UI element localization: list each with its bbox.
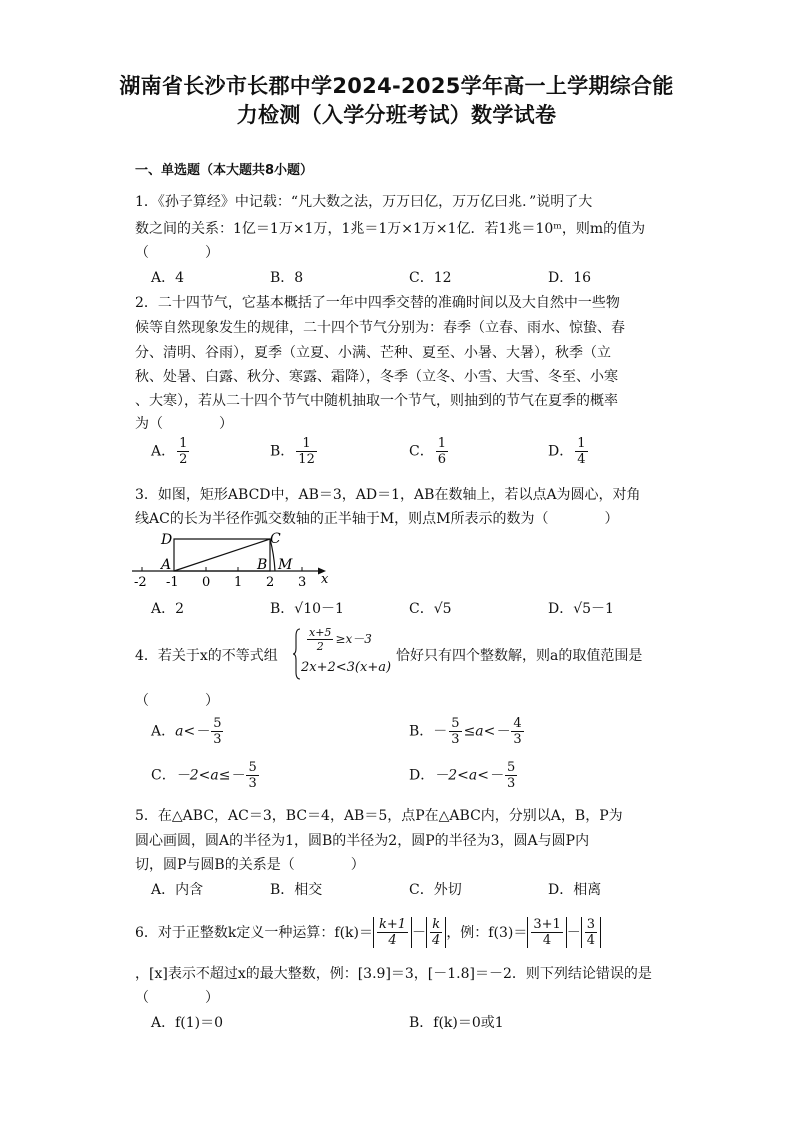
diagonal-ac bbox=[174, 539, 270, 571]
label-c: C bbox=[270, 531, 281, 547]
q2-line-5: 、大寒），若从二十四个节气中随机抽取一个节气，则抽到的节气在夏季的概率 bbox=[135, 393, 618, 409]
inequality-row-2: 2x+2<3(x+a) bbox=[301, 660, 392, 675]
q1-option-d: D．16 bbox=[548, 270, 592, 286]
q3-line-1: 3．如图，矩形ABCD中，AB＝3，AD＝1，AB在数轴上，若以点A为圆心，对角 bbox=[135, 487, 641, 503]
q4-option-b: B．－ $\frac{5}{3}$ ≤a<－ $\frac{4}{3}$ bbox=[409, 716, 522, 747]
q2-line-3: 分、清明、谷雨），夏季（立夏、小满、芒种、夏至、小暑、大暑），秋季（立 bbox=[135, 345, 611, 361]
page-title-line-1: 湖南省长沙市长郡中学2024-2025学年高一上学期综合能 bbox=[119, 74, 674, 98]
q4-option-c: C．－2<a≤－ $\frac{5}{3}$ bbox=[151, 760, 257, 791]
q3-option-b: B．√10－1 bbox=[270, 601, 344, 617]
q4-line-2: （ ） bbox=[135, 693, 219, 709]
tick-label: 3 bbox=[298, 575, 307, 590]
q5-option-a: A．内含 bbox=[151, 882, 204, 898]
q2-line-4: 秋、处暑、白露、秋分、寒露、霜降），冬季（立冬、小雪、大雪、冬至、小寒 bbox=[135, 369, 618, 385]
tick-label: 2 bbox=[266, 575, 275, 590]
q5-option-c: C．外切 bbox=[409, 882, 462, 898]
q3-option-a: A．2 bbox=[151, 601, 185, 617]
q4-option-d: D．－2<a<－ $\frac{5}{3}$ bbox=[409, 760, 516, 791]
q2-line-1: 2．二十四节气，它基本概括了一年中四季交替的准确时间以及大自然中一些物 bbox=[135, 295, 620, 311]
q2-option-a: A． $\frac{1}{2}$ bbox=[151, 436, 188, 467]
q1-line-1: 1．《孙子算经》中记载：“凡大数之法，万万曰亿，万万亿曰兆．”说明了大 bbox=[135, 194, 593, 210]
label-a: A bbox=[161, 557, 172, 573]
q6-line-3: （ ） bbox=[135, 990, 219, 1006]
q5-line-1: 5．在△ABC，AC＝3，BC＝4，AB＝5，点P在△ABC内，分别以A，B，P为 bbox=[135, 808, 623, 824]
q4-suffix: 恰好只有四个整数解，则a的取值范围是 bbox=[396, 648, 643, 664]
q3-line-2: 线AC的长为半径作弧交数轴的正半轴于M，则点M所表示的数为（ ） bbox=[135, 511, 619, 527]
q2-line-6: 为（ ） bbox=[135, 416, 233, 432]
q1-line-2: 数之间的关系：1亿＝1万×1万，1兆＝1万×1万×1亿．若1兆＝10ᵐ，则m的值为 bbox=[135, 221, 646, 237]
q2-option-b: B． $\frac{1}{12}$ bbox=[270, 436, 315, 467]
q1-line-3: （ ） bbox=[135, 245, 219, 261]
q6-option-b: B．f(k)＝0或1 bbox=[409, 1015, 504, 1031]
q1-option-c: C．12 bbox=[409, 270, 452, 286]
q5-option-b: B．相交 bbox=[270, 882, 323, 898]
q4-prefix: 4．若关于x的不等式组 bbox=[135, 648, 278, 664]
inequality-system bbox=[293, 628, 403, 678]
q5-line-3: 切，圆P与圆B的关系是（ ） bbox=[135, 857, 365, 873]
inequality-row-1: $\frac{x+5}{2}$ ≥x－3 bbox=[309, 626, 372, 653]
q6-line-2: ，[x]表示不超过x的最大整数，例：[3.9]＝3，[－1.8]＝－2．则下列结论错误的是 bbox=[135, 966, 652, 982]
tick-label: -2 bbox=[134, 575, 147, 590]
q2-option-c: C． $\frac{1}{6}$ bbox=[409, 436, 446, 467]
q1-option-a: A．4 bbox=[151, 270, 185, 286]
q3-option-d: D．√5－1 bbox=[548, 601, 614, 617]
tick-label: -1 bbox=[166, 575, 179, 590]
left-brace-icon bbox=[293, 628, 301, 680]
label-d: D bbox=[161, 532, 173, 548]
q2-line-2: 候等自然现象发生的规律，二十四个节气分别为：春季（立春、雨水、惊蛰、春 bbox=[135, 320, 625, 336]
page-title-line-2: 力检测（入学分班考试）数学试卷 bbox=[236, 103, 557, 127]
q1-option-b: B．8 bbox=[270, 270, 304, 286]
q4-option-a: A．a<－ $\frac{5}{3}$ bbox=[151, 716, 222, 747]
number-line-figure bbox=[130, 526, 340, 590]
q6-line-1: 6．对于正整数k定义一种运算：f(k)＝ $\frac{k+1}{4}$ － $\frac{k}{4}$ ，例：f(3)＝ $\frac{3+1}{4}$ － $\frac{3}{4}$ bbox=[135, 910, 601, 954]
tick-label: 1 bbox=[234, 575, 243, 590]
q5-option-d: D．相离 bbox=[548, 882, 602, 898]
tick-label: 0 bbox=[202, 575, 211, 590]
label-b: B bbox=[257, 557, 268, 573]
q3-option-c: C．√5 bbox=[409, 601, 452, 617]
section-heading: 一、单选题（本大题共8小题） bbox=[135, 163, 314, 178]
label-x: x bbox=[321, 572, 329, 587]
q2-option-d: D． $\frac{1}{4}$ bbox=[548, 436, 586, 467]
label-m: M bbox=[278, 557, 293, 573]
q5-line-2: 圆心画圆，圆A的半径为1，圆B的半径为2，圆P的半径为3，圆A与圆P内 bbox=[135, 833, 590, 849]
q6-option-a: A．f(1)＝0 bbox=[151, 1015, 224, 1031]
